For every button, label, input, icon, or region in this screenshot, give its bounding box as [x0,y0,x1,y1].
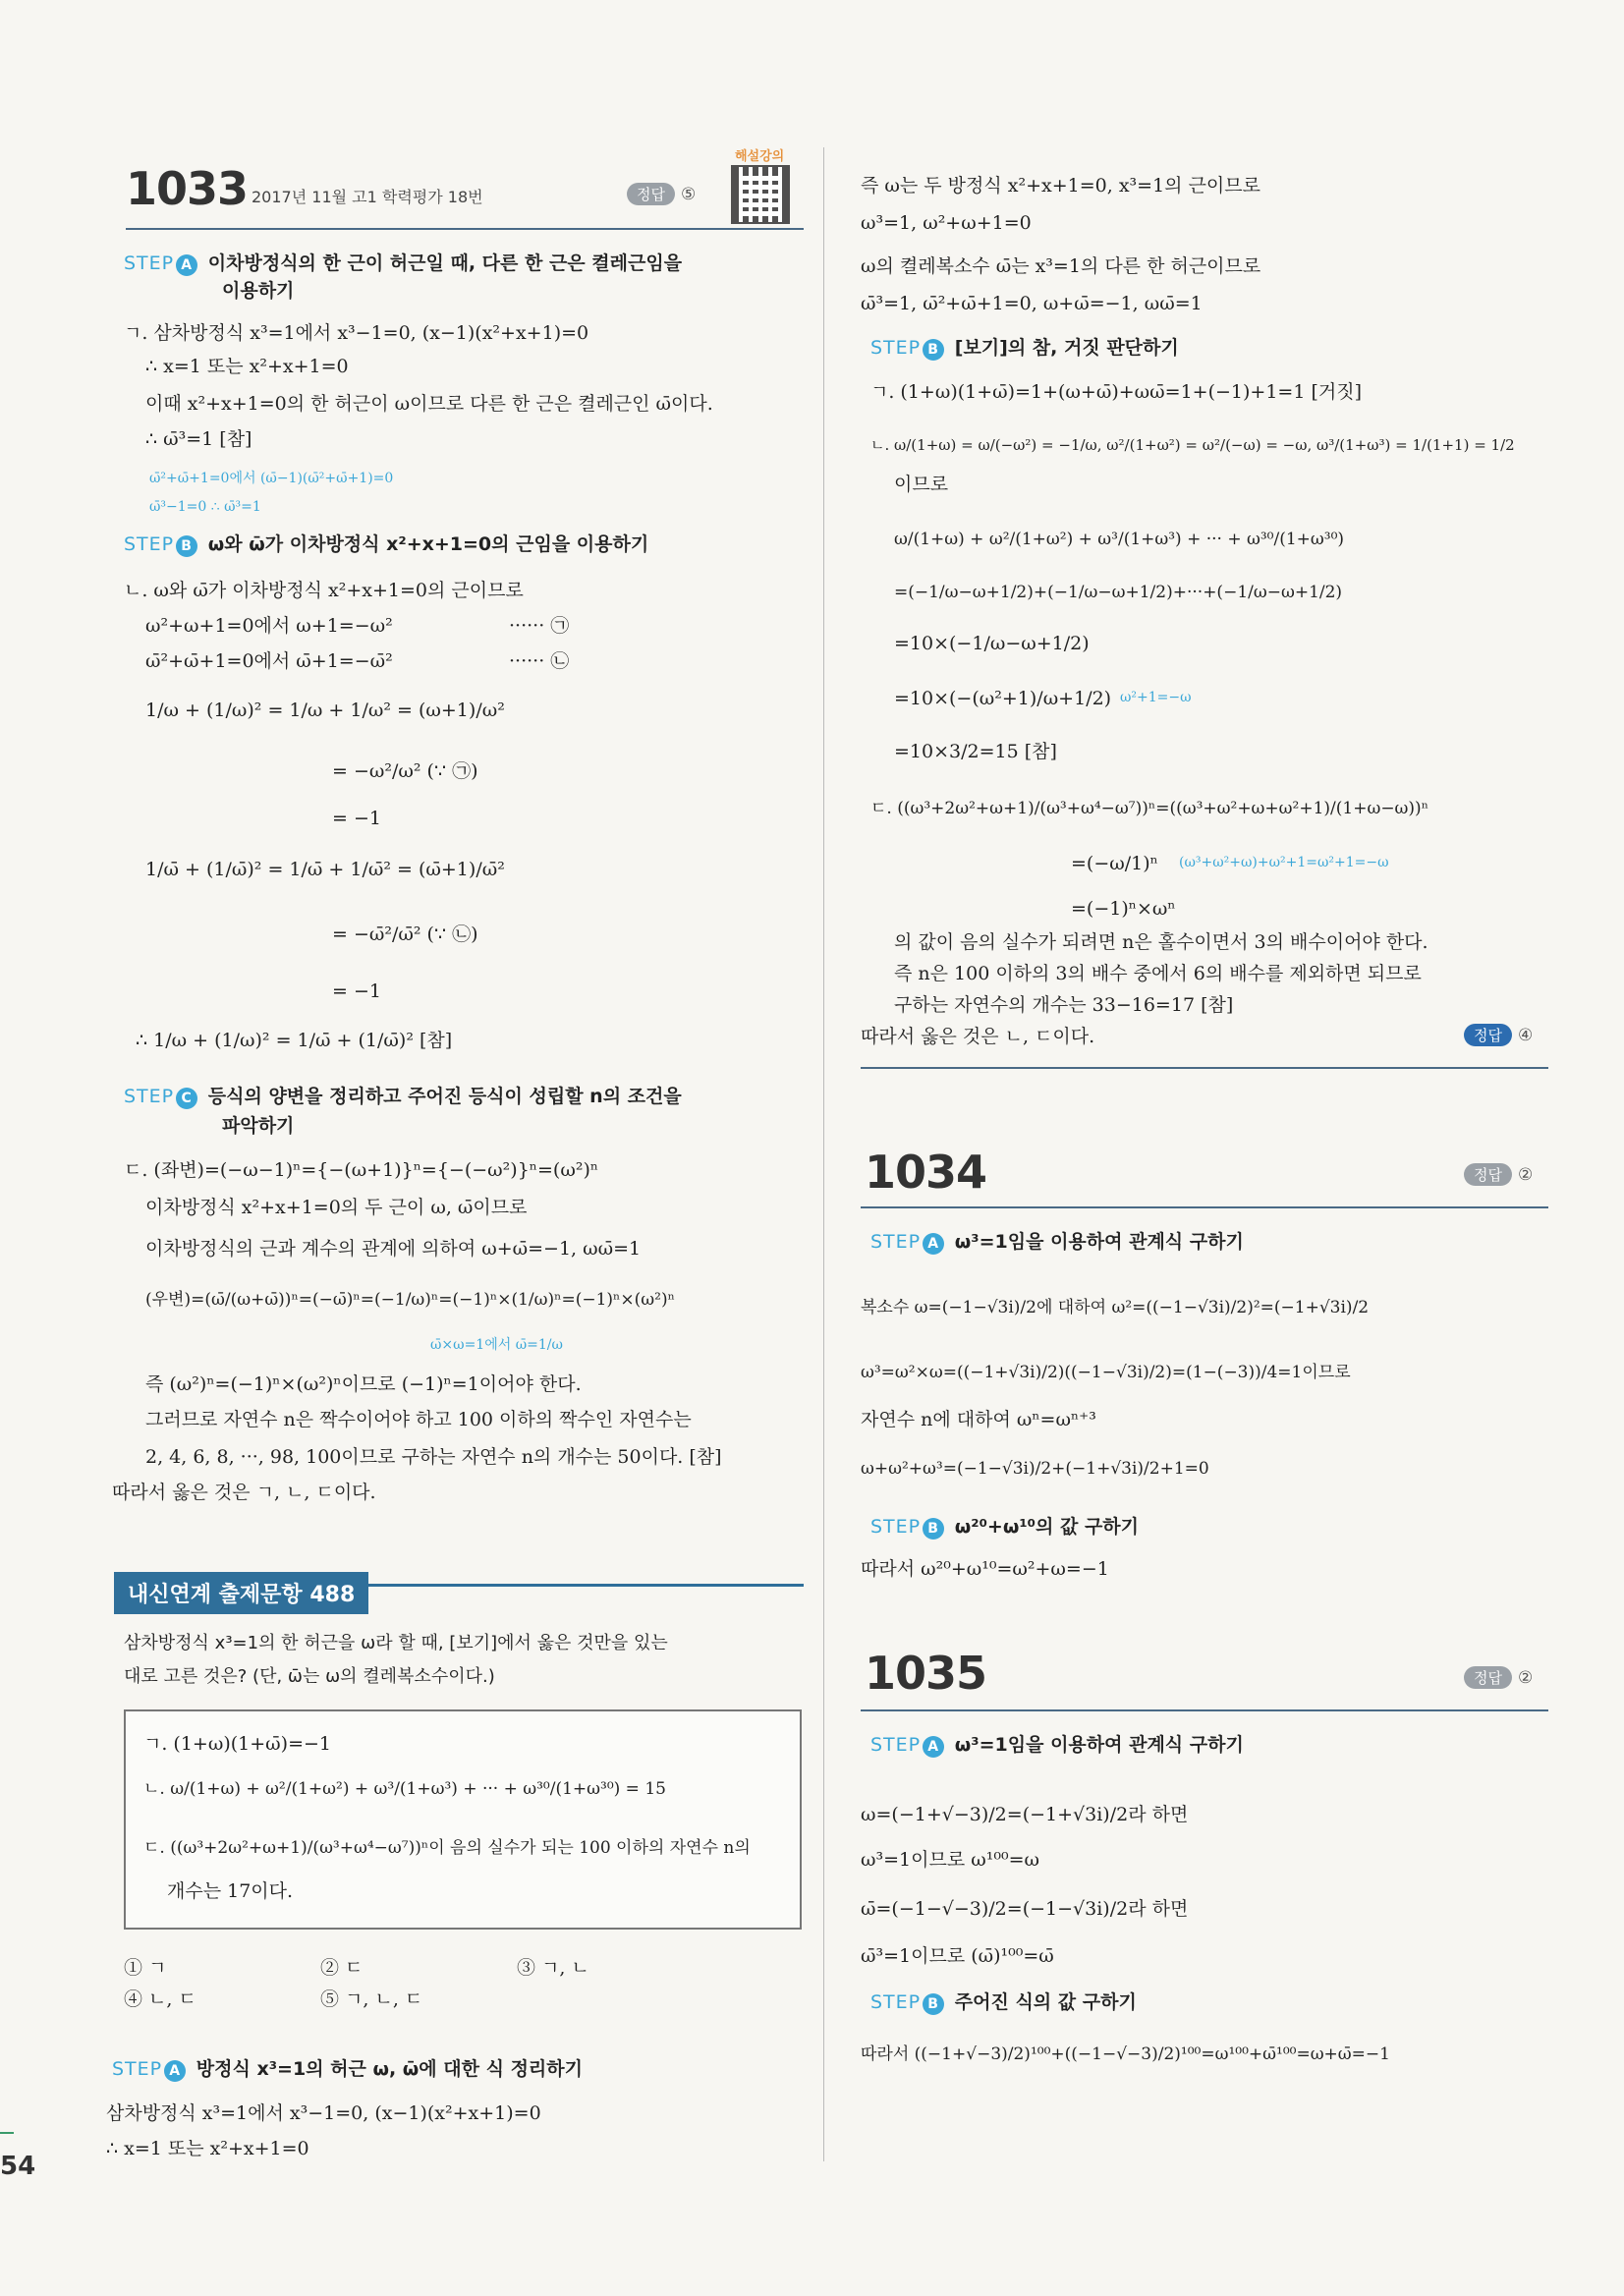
solution-line: ω̄²+ω̄+1=0에서 ω̄+1=−ω̄² [145,650,393,672]
step-title: 방정식 x³=1의 허근 ω, ω̄에 대한 식 정리하기 [196,2058,583,2080]
solution-line: ㄷ. (좌변)=(−ω−1)ⁿ={−(ω+1)}ⁿ={−(−ω²)}ⁿ=(ω²)ⁿ [124,1159,599,1181]
step-c-heading [124,1083,682,1110]
solution-line: =10×(−(ω²+1)/ω+1/2) [894,688,1112,709]
solution-line: ω=(−1+√−3)/2=(−1+√3i)/2라 하면 [861,1804,1189,1825]
solution-line: 따라서 옳은 것은 ㄱ, ㄴ, ㄷ이다. [112,1482,376,1503]
solution-line: ω̄³=1이므로 (ω̄)¹⁰⁰=ω̄ [861,1945,1054,1967]
solution-line: =10×3/2=15 [참] [894,741,1057,762]
step-b-heading [870,1988,1137,2016]
step-b-heading [870,1513,1139,1540]
solution-line: ω³=1, ω²+ω+1=0 [861,212,1032,234]
solution-line: ㄴ. ω와 ω̄가 이차방정식 x²+x+1=0의 근이므로 [124,580,524,601]
step-tag: STEP A [870,1231,944,1253]
solution-line: 따라서 ω²⁰+ω¹⁰=ω²+ω=−1 [861,1558,1109,1580]
solution-line: ω̄=(−1−√−3)/2=(−1−√3i)/2라 하면 [861,1898,1189,1920]
choice-5[interactable]: ⑤ ㄱ, ㄴ, ㄷ [320,1988,423,2010]
answer-value: ⑤ [680,184,697,204]
naesin-tag: 내신연계 출제문항 488 [114,1572,368,1614]
choice-2[interactable]: ② ㄷ [320,1957,364,1979]
side-note: ω̄²+ω̄+1=0에서 (ω̄−1)(ω̄²+ω̄+1)=0 [149,471,394,486]
question-text: 대로 고른 것은? (단, ω̄는 ω의 켤레복소수이다.) [124,1666,495,1687]
bogi-box [124,1709,802,1930]
solution-line: ω³=1이므로 ω¹⁰⁰=ω [861,1849,1039,1871]
solution-line: 자연수 n에 대하여 ωⁿ=ωⁿ⁺³ [861,1409,1096,1430]
step-tag: STEP A [112,2058,186,2080]
solution-line: ω³=ω²×ω=((−1+√3i)/2)((−1−√3i)/2)=(1−(−3))/4=1이므로 [861,1363,1351,1382]
solution-line: 2, 4, 6, 8, ···, 98, 100이므로 구하는 자연수 n의 개수는 50이다. [참] [145,1446,722,1468]
step-a-heading [870,1228,1244,1256]
section-rule [861,1067,1548,1069]
answer-label: 정답 [627,183,675,205]
solution-line: = −1 [332,808,381,829]
step-title: 주어진 식의 값 구하기 [954,1991,1137,2013]
bogi-item: ㄷ. ((ω³+2ω²+ω+1)/(ω³+ω⁴−ω⁷))ⁿ이 음의 실수가 되는 100 이하의 자연수 n의 [143,1838,751,1858]
solution-line: =(−1)ⁿ×ωⁿ [1071,898,1176,920]
answer-badge-1034: 정답 ② [1464,1163,1533,1186]
side-note: ω̄×ω=1에서 ω̄=1/ω [430,1337,563,1353]
side-note: (ω³+ω²+ω)+ω²+1=ω²+1=−ω [1179,855,1389,870]
qr-label: 해설강의 [735,149,785,164]
solution-line: ω의 켤레복소수 ω̄는 x³=1의 다른 한 허근이므로 [861,255,1261,277]
problem-source: 2017년 11월 고1 학력평가 18번 [252,188,483,206]
solution-line: =(−ω/1)ⁿ [1071,853,1158,874]
question-text: 삼차방정식 x³=1의 한 허근을 ω라 할 때, [보기]에서 옳은 것만을 있는 [124,1633,668,1653]
solution-line: ∴ x=1 또는 x²+x+1=0 [106,2138,309,2159]
step-tag: STEP C [124,1086,197,1107]
solution-line: 따라서 옳은 것은 ㄴ, ㄷ이다. [861,1026,1095,1047]
equation-mark: ······ ㉡ [509,650,570,672]
section-rule [861,1206,1548,1208]
section-rule [126,228,804,230]
solution-line: =10×(−1/ω−ω+1/2) [894,633,1090,654]
section-rule [861,1709,1548,1711]
step-b-heading [124,531,648,558]
step-title: ω와 ω̄가 이차방정식 x²+x+1=0의 근임을 이용하기 [207,533,649,555]
solution-line: = −ω̄²/ω̄² (∵ ㉡) [332,924,478,945]
step-b-heading [870,334,1179,362]
solution-line: 즉 n은 100 이하의 3의 배수 중에서 6의 배수를 제외하면 되므로 [894,963,1422,984]
step-tag: STEP B [870,337,944,359]
step-title: 등식의 양변을 정리하고 주어진 등식이 성립할 n의 조건을 [207,1086,682,1107]
solution-line: ω̄³=1, ω̄²+ω̄+1=0, ω+ω̄=−1, ωω̄=1 [861,293,1203,314]
answer-badge: 정답 ④ [1464,1024,1533,1046]
solution-line: 이때 x²+x+1=0의 한 허근이 ω이므로 다른 한 근은 켤레근인 ω̄이다. [145,393,713,415]
solution-line: ∴ ω̄³=1 [참] [145,428,252,450]
solution-line: ㄱ. 삼차방정식 x³=1에서 x³−1=0, (x−1)(x²+x+1)=0 [124,322,589,344]
solution-line: =(−1/ω−ω+1/2)+(−1/ω−ω+1/2)+···+(−1/ω−ω+1/2) [894,583,1343,602]
solution-line: 1/ω + (1/ω)² = 1/ω + 1/ω² = (ω+1)/ω² [145,700,505,721]
step-title: ω³=1임을 이용하여 관계식 구하기 [954,1734,1244,1756]
solution-line: ω/(1+ω) + ω²/(1+ω²) + ω³/(1+ω³) + ··· + ω³⁰/(1+ω³⁰) [894,530,1345,549]
solution-line: 의 값이 음의 실수가 되려면 n은 홀수이면서 3의 배수이어야 한다. [894,931,1428,953]
solution-line: = −1 [332,980,381,1002]
solution-line: 복소수 ω=(−1−√3i)/2에 대하여 ω²=((−1−√3i)/2)²=(−1+√3i)/2 [861,1298,1370,1317]
solution-line: 구하는 자연수의 개수는 33−16=17 [참] [894,994,1234,1016]
solution-line: 삼차방정식 x³=1에서 x³−1=0, (x−1)(x²+x+1)=0 [106,2102,541,2124]
bogi-item: 개수는 17이다. [167,1880,294,1902]
solution-line: 그러므로 자연수 n은 짝수이어야 하고 100 이하의 짝수인 자연수는 [145,1409,692,1430]
naesin-step-a-heading [112,2055,583,2083]
qr-code-icon[interactable] [731,165,790,224]
step-title: ω²⁰+ω¹⁰의 값 구하기 [954,1516,1139,1538]
solution-line: 이므로 [894,474,949,495]
step-tag: STEP A [870,1734,944,1756]
problem-number-1034: 1034 [865,1146,987,1199]
naesin-rule [362,1584,804,1587]
solution-line: ω+ω²+ω³=(−1−√3i)/2+(−1+√3i)/2+1=0 [861,1459,1209,1479]
step-title-cont: 파악하기 [222,1115,295,1137]
equation-mark: ······ ㉠ [509,615,570,637]
solution-line: = −ω²/ω² (∵ ㉠) [332,760,478,782]
solution-line: 이차방정식의 근과 계수의 관계에 의하여 ω+ω̄=−1, ωω̄=1 [145,1238,642,1260]
solution-line: ㄴ. ω/(1+ω) = ω/(−ω²) = −1/ω, ω²/(1+ω²) = ω²/(−ω) = −ω, ω³/(1+ω³) = 1/(1+1) = 1/2 [870,436,1515,454]
solution-line: ㄱ. (1+ω)(1+ω̄)=1+(ω+ω̄)+ωω̄=1+(−1)+1=1 [거짓] [870,381,1363,403]
step-tag: STEP A [124,252,197,274]
page-number: 54 [0,2152,36,2181]
solution-line: ㄷ. ((ω³+2ω²+ω+1)/(ω³+ω⁴−ω⁷))ⁿ=((ω³+ω²+ω+ω²+1)/(1+ω−ω))ⁿ [870,799,1429,818]
choice-3[interactable]: ③ ㄱ, ㄴ [517,1957,589,1979]
step-title: 이차방정식의 한 근이 허근일 때, 다른 한 근은 켤레근임을 [207,252,683,274]
step-a-heading [870,1731,1244,1759]
solution-line: 1/ω̄ + (1/ω̄)² = 1/ω̄ + 1/ω̄² = (ω̄+1)/ω̄² [145,859,505,880]
choice-4[interactable]: ④ ㄴ, ㄷ [124,1988,196,2010]
solution-line: 즉 ω는 두 방정식 x²+x+1=0, x³=1의 근이므로 [861,175,1260,196]
step-tag: STEP B [870,1991,944,2013]
problem-number-1035: 1035 [865,1647,987,1700]
bogi-item: ㄴ. ω/(1+ω) + ω²/(1+ω²) + ω³/(1+ω³) + ··· + ω³⁰/(1+ω³⁰) = 15 [143,1779,666,1799]
step-title: [보기]의 참, 거짓 판단하기 [954,337,1179,359]
solution-line: ∴ x=1 또는 x²+x+1=0 [145,356,349,377]
choice-1[interactable]: ① ㄱ [124,1957,167,1979]
side-note: ω̄³−1=0 ∴ ω̄³=1 [149,499,261,515]
page-edge-mark [0,2132,14,2134]
column-divider [823,147,824,2161]
solution-line: 이차방정식 x²+x+1=0의 두 근이 ω, ω̄이므로 [145,1197,528,1218]
step-tag: STEP B [870,1516,944,1538]
step-title: ω³=1임을 이용하여 관계식 구하기 [954,1231,1244,1253]
solution-line: (우변)=(ω̄/(ω+ω̄))ⁿ=(−ω̄)ⁿ=(−1/ω)ⁿ=(−1)ⁿ×(1/ω)ⁿ=(−1)ⁿ×(ω²)ⁿ [145,1290,675,1310]
solution-line: 즉 (ω²)ⁿ=(−1)ⁿ×(ω²)ⁿ이므로 (−1)ⁿ=1이어야 한다. [145,1373,582,1395]
solution-line: ∴ 1/ω + (1/ω)² = 1/ω̄ + (1/ω̄)² [참] [136,1030,453,1051]
step-title-cont: 이용하기 [222,280,295,302]
solution-line: 따라서 ((−1+√−3)/2)¹⁰⁰+((−1−√−3)/2)¹⁰⁰=ω¹⁰⁰+ω̄¹⁰⁰=ω+ω̄=−1 [861,2044,1390,2064]
side-note: ω²+1=−ω [1120,690,1192,705]
answer-badge-1033 [627,183,696,205]
solution-line: ω²+ω+1=0에서 ω+1=−ω² [145,615,393,637]
answer-badge-1035: 정답 ② [1464,1666,1533,1689]
problem-number-1033: 1033 [126,162,249,215]
step-a-heading [124,250,682,277]
step-tag: STEP B [124,533,197,555]
bogi-item: ㄱ. (1+ω)(1+ω̄)=−1 [143,1733,332,1755]
